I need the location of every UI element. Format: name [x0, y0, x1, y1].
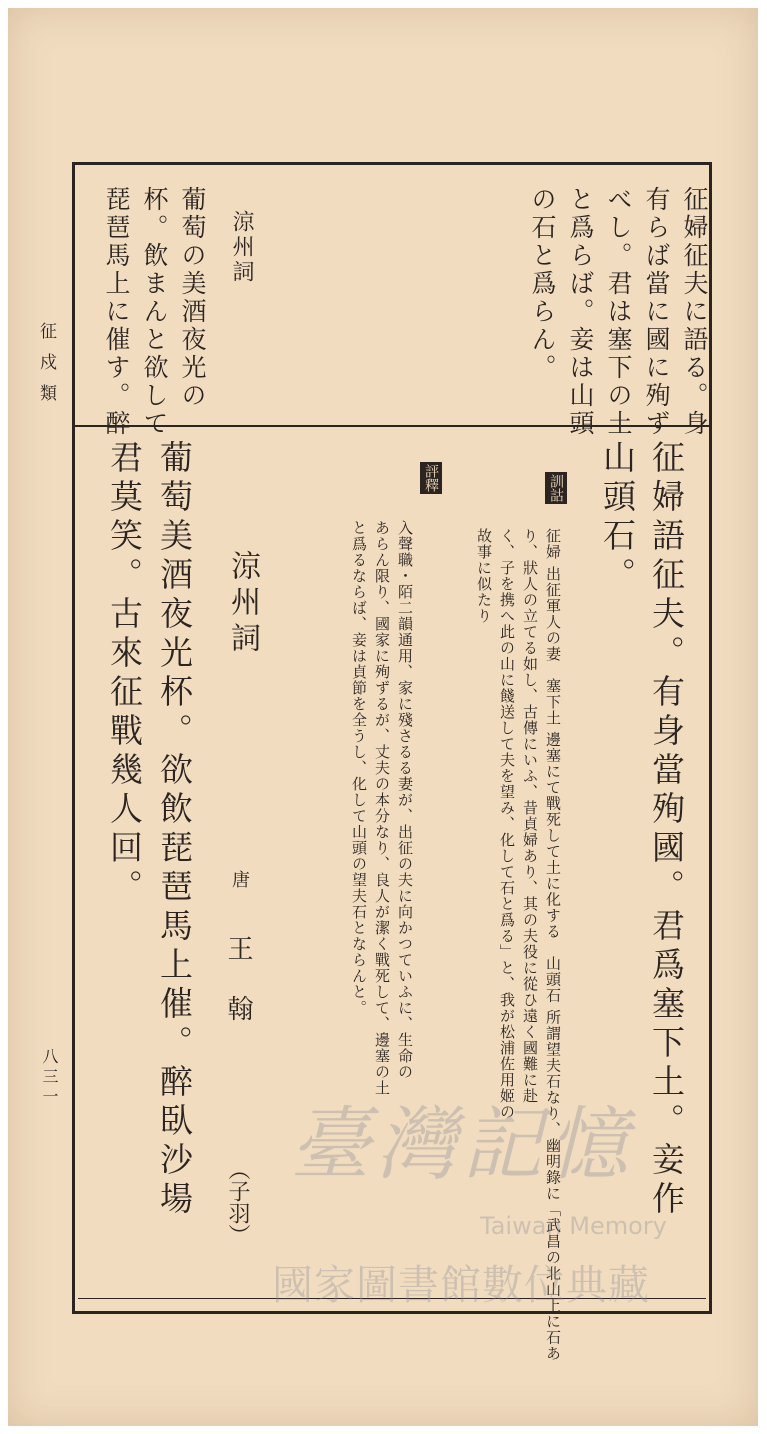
poem2-zi: （子羽） [225, 1158, 250, 1246]
kunko-line-2: り、狀人の立てる如し、古傳にいふ、昔貞婦あり、其の夫役に從ひ遠く國難に赴 [521, 528, 539, 1104]
hyoshaku-label: 評釋 [420, 462, 442, 494]
category-heading: 征戍類 [36, 322, 56, 415]
kunko-label: 訓詁 [545, 472, 567, 504]
kunko-line-3: く、子を携へ此の山に餞送して夫を望み、化して石と爲る」と、我が松浦佐用姬の [498, 528, 516, 1120]
hyoshaku-line-2: あらん限り、國家に殉ずるが、丈夫の本分なり、良人が潔く戰死して、邊塞の土 [373, 520, 391, 1096]
hyoshaku-line-3: と爲るならば、妾は貞節を全うし、化して山頭の望夫石とならんと。 [350, 520, 368, 1016]
upper-line-9: 琵琶馬上に催す。醉 [102, 186, 131, 438]
kunko-line-1: 征婦 出征軍人の妻 塞下土 邊塞にて戰死して土に化する 山頭石 所謂望夫石なり、幽明錄に「武昌の北山上に石あ [544, 528, 562, 1362]
poem2-line-1: 葡萄美酒夜光杯。欲飲琵琶馬上催。醉臥沙場 [155, 440, 194, 1220]
poem1-line-2: 山頭石。 [598, 440, 637, 596]
upper-line-2: 有らば當に國に殉ず [642, 186, 671, 438]
upper-line-4: と爲らば。妾は山頭 [566, 186, 595, 438]
poem1-line-1: 征婦語征夫。有身當殉國。君爲塞下土。妾作 [647, 440, 686, 1220]
poem2-title: 涼州詞 [225, 550, 260, 658]
watermark-english: Taiwan Memory [480, 1212, 667, 1240]
upper-line-5: の石と爲らん。 [528, 186, 557, 382]
upper-line-8: 杯。飲まんと欲して [140, 186, 169, 438]
upper-line-1: 征婦征夫に語る。身 [680, 186, 709, 438]
page-number: 八三一 [40, 1048, 59, 1108]
upper-line-3: べし。君は塞下の土 [604, 186, 633, 438]
upper-line-7: 葡萄の美酒夜光の [178, 186, 207, 410]
poem2-dynasty: 唐 [229, 870, 250, 888]
kunko-line-4: 故事に似たり [475, 528, 493, 624]
watermark-logo: 臺灣記憶 [290, 1098, 634, 1191]
poem2-author: 王 翰 [223, 935, 253, 1025]
poem2-line-2: 君莫笑。古來征戰幾人回。 [105, 440, 144, 908]
hyoshaku-line-1: 入聲職・陌二韻通用、家に殘さるる妻が、出征の夫に向かつていふに、生命の [396, 520, 414, 1080]
watermark-footer: 國家圖書館數位典藏 [272, 1261, 650, 1309]
upper-poem-title: 涼州詞 [229, 210, 254, 285]
